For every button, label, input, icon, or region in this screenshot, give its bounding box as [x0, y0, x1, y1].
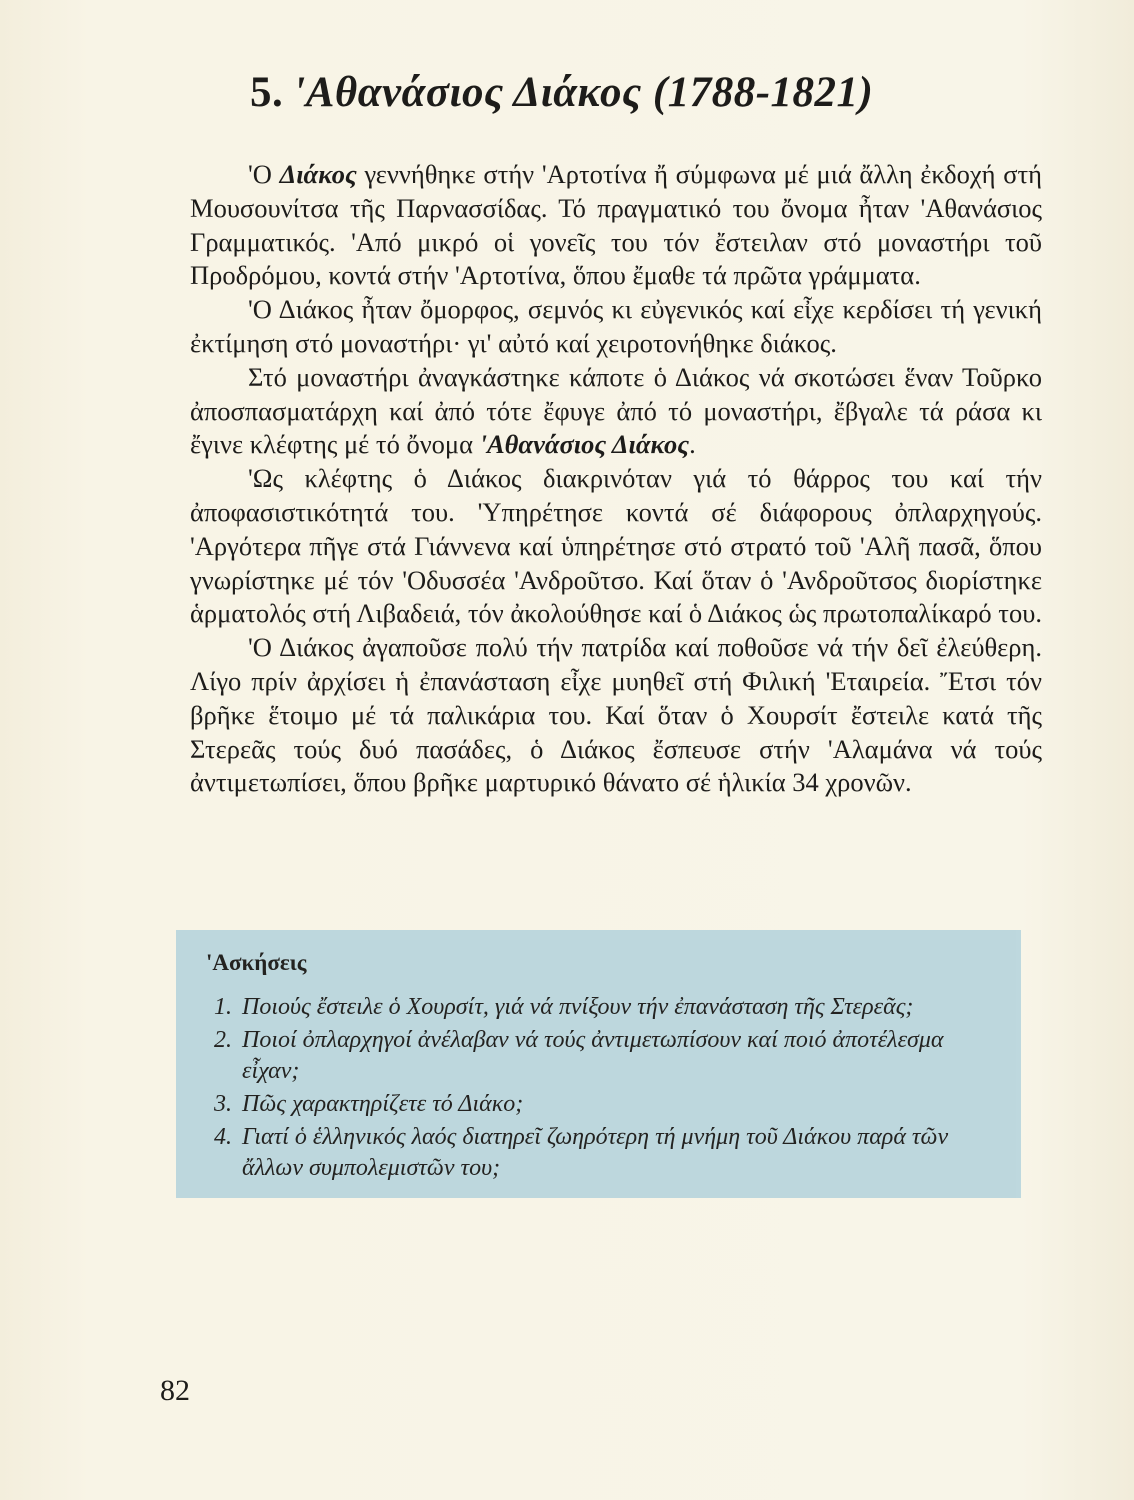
exercises-list [214, 992, 1004, 1186]
paragraph-2-text: 'Ο Διάκος ἦταν ὄμορφος, σεμνός κι εὐγενικός καί εἶχε κερδίσει τή γενική ἐκτίμηση στό μοναστήρι· γι' αὐτό καί χειροτονήθηκε διάκος. [190, 294, 1042, 358]
exercises-heading: 'Ασκήσεις [206, 950, 307, 975]
exercise-item-2 [214, 1025, 1004, 1087]
chapter-number: 5. [250, 69, 284, 116]
paragraph-1-text: γεννήθηκε στήν 'Αρτοτίνα ἤ σύμφωνα μέ μιά ἄλλη ἐκδοχή στή Μουσουνίτσα τῆς Παρνασσίδας. Τό πραγματικό του ὄνομα ἦταν 'Αθανάσιος Γραμματικός. 'Από μικρό οἱ γονεῖς του τόν ἔστειλαν στό μοναστήρι τοῦ Προδρόμου, κοντά στήν 'Αρτοτίνα, ὅπου ἔμαθε τά πρῶτα γράμματα. [190, 159, 1042, 291]
page-number: 82 [160, 1374, 190, 1407]
exercise-number: 4. [214, 1124, 232, 1150]
exercise-number: 1. [214, 994, 232, 1020]
exercise-number: 3. [214, 1091, 232, 1117]
paragraph-3 [190, 361, 1042, 462]
exercise-text: Ποιούς ἔστειλε ὁ Χουρσίτ, γιά νά πνίξουν τήν ἐπανάσταση τῆς Στερεᾶς; [242, 994, 914, 1020]
paragraph-3-text: Στό μοναστήρι ἀναγκάστηκε κάποτε ὁ Διάκος νά σκοτώσει ἕναν Τοῦρκο ἀποσπασματάρχη καί ἀπό τότε ἔφυγε ἀπό τό μοναστήρι, ἔβγαλε τά ράσα κι ἔγινε κλέφτης μέ τό ὄνομα [190, 361, 1042, 460]
paragraph-2 [190, 293, 1042, 361]
paragraph-4-text: 'Ως κλέφτης ὁ Διάκος διακρινόταν γιά τό θάρρος του καί τήν ἀποφασιστικότητά του. 'Υπηρέτησε κοντά σέ διάφορους ὀπλαρχηγούς. 'Αργότερα πῆγε στά Γιάννενα καί ὑπηρέτησε στό στρατό τοῦ 'Αλῆ πασᾶ, ὅπου γνωρίστηκε μέ τόν 'Οδυσσέα 'Ανδροῦτσο. Καί ὅταν ὁ 'Ανδροῦτσος διορίστηκε ἁρματολός στή Λιβαδειά, τόν ἀκολούθησε καί ὁ Διάκος ὡς πρωτοπαλίκαρό του. [190, 463, 1042, 629]
exercises-box [176, 930, 1021, 1198]
chapter-body [190, 158, 1042, 800]
paragraph-4 [190, 462, 1042, 631]
paragraph-5-text: 'Ο Διάκος ἀγαποῦσε πολύ τήν πατρίδα καί ποθοῦσε νά τήν δεῖ ἐλεύθερη. Λίγο πρίν ἀρχίσει ἡ ἐπανάσταση εἶχε μυηθεῖ στή Φιλική 'Εταιρεία. Ἔτσι τόν βρῆκε ἕτοιμο μέ τά παλικάρια του. Καί ὅταν ὁ Χουρσίτ ἔστειλε κατά τῆς Στερεᾶς τούς δυό πασάδες, ὁ Διάκος ἔσπευσε στήν 'Αλαμάνα νά τούς ἀντιμετωπίσει, ὅπου βρῆκε μαρτυρικό θάνατο σέ ἡλικία 34 χρονῶν. [190, 632, 1042, 798]
paragraph-1 [190, 158, 1042, 293]
chapter-title-text: 'Αθανάσιος Διάκος (1788-1821) [293, 69, 874, 116]
chapter-title [250, 68, 910, 117]
exercise-item-3 [214, 1089, 1004, 1120]
exercise-item-1 [214, 992, 1004, 1023]
exercise-text: Πῶς χαρακτηρίζετε τό Διάκο; [242, 1091, 524, 1117]
paragraph-1-emphasis: Διάκος [279, 159, 357, 189]
paragraph-3-emphasis: 'Αθανάσιος Διάκος [479, 429, 690, 460]
exercise-number: 2. [214, 1027, 232, 1053]
paragraph-3-tail: . [689, 429, 696, 460]
exercise-text: Ποιοί ὀπλαρχηγοί ἀνέλαβαν νά τούς ἀντιμετωπίσουν καί ποιό ἀποτέλεσμα εἶχαν; [242, 1027, 944, 1084]
exercise-text: Γιατί ὁ ἑλληνικός λαός διατηρεῖ ζωηρότερη τή μνήμη τοῦ Διάκου παρά τῶν ἄλλων συμπολεμιστῶν του; [242, 1124, 949, 1181]
exercise-item-4 [214, 1122, 1004, 1184]
paragraph-5 [190, 631, 1042, 800]
paragraph-1-lead: 'Ο [248, 159, 280, 189]
